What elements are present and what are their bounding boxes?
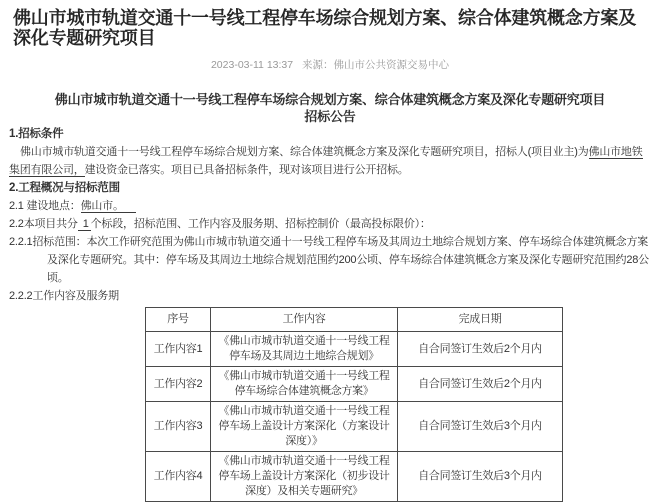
section1-paragraph-prefix: 佛山市城市轨道交通十一号线工程停车场综合规划方案、综合体建筑概念方案及深化专题研究项目，招标人(项目业主)为: [20, 146, 589, 158]
cell-work-content: 《佛山市城市轨道交通十一号线工程停车场上盖设计方案深化（初步设计深度）及相关专题研究》: [211, 452, 398, 502]
table-row: [146, 402, 563, 452]
article-body: [9, 125, 651, 305]
item-2-2-1: 2.2.1招标范围：本次工作研究范围为佛山市城市轨道交通十一号线工程停车场及其周边土地综合规划方案、停车场综合体建筑概念方案及深化专题研究。其中：停车场及其周边土地综合规划范围约200公顷、停车场综合体建筑概念方案及深化专题研究范围约28公顷。: [9, 236, 649, 284]
cell-completion-date: 自合同签订生效后2个月内: [398, 332, 563, 367]
table-row: [146, 332, 563, 367]
header-cell-work-content: 工作内容: [211, 308, 398, 332]
item-2-1-label: 2.1 建设地点：: [9, 200, 81, 212]
cell-seq: 工作内容1: [146, 332, 211, 367]
cell-seq: 工作内容4: [146, 452, 211, 502]
item-2-2: [9, 215, 651, 233]
cell-work-content: 《佛山市城市轨道交通十一号线工程停车场综合体建筑概念方案》: [211, 367, 398, 402]
header-cell-completion-date: 完成日期: [398, 308, 563, 332]
table-row: [146, 367, 563, 402]
section1-paragraph-suffix: 建设资金已落实。项目已具备招标条件，现对该项目进行公开招标。: [84, 164, 409, 176]
section2-heading: 2.工程概况与招标范围: [9, 182, 120, 194]
announcement-heading-line2: 招标公告: [304, 109, 356, 124]
cell-completion-date: 自合同签订生效后3个月内: [398, 402, 563, 452]
work-schedule-table: [145, 307, 563, 502]
meta-source: 来源：佛山市公共资源交易中心: [302, 59, 450, 71]
cell-work-content: 《佛山市城市轨道交通十一号线工程停车场及其周边土地综合规划》: [211, 332, 398, 367]
tenderee-name: 佛山市地铁集团有限公司，: [9, 146, 643, 176]
announcement-heading-line1: 佛山市城市轨道交通十一号线工程停车场综合规划方案、综合体建筑概念方案及深化专题研究项目: [54, 92, 606, 107]
construction-location: 佛山市。: [81, 200, 136, 213]
cell-seq: 工作内容2: [146, 367, 211, 402]
lot-count: 1: [78, 218, 91, 231]
cell-work-content: 《佛山市城市轨道交通十一号线工程停车场上盖设计方案深化（方案设计深度）》: [211, 402, 398, 452]
item-2-2-prefix: 2.2本项目共分: [9, 218, 78, 230]
cell-seq: 工作内容3: [146, 402, 211, 452]
section1-paragraph: [9, 143, 651, 179]
header-cell-seq: 序号: [146, 308, 211, 332]
item-2-2-suffix: 个标段，招标范围、工作内容及服务期、招标控制价（最高投标限价）：: [90, 218, 431, 230]
article-meta: [9, 59, 651, 72]
item-2-2-2: 2.2.2工作内容及服务期: [9, 290, 119, 302]
item-2-1: [9, 197, 651, 215]
meta-datetime: 2023-03-11 13:37: [210, 59, 294, 71]
table-header-row: [146, 308, 563, 332]
cell-completion-date: 自合同签订生效后3个月内: [398, 452, 563, 502]
cell-completion-date: 自合同签订生效后2个月内: [398, 367, 563, 402]
announcement-heading: [9, 91, 651, 125]
table-row: [146, 452, 563, 502]
section1-heading: 1.招标条件: [9, 128, 64, 140]
page-title: 佛山市城市轨道交通十一号线工程停车场综合规划方案、综合体建筑概念方案及深化专题研究项目: [13, 8, 636, 48]
